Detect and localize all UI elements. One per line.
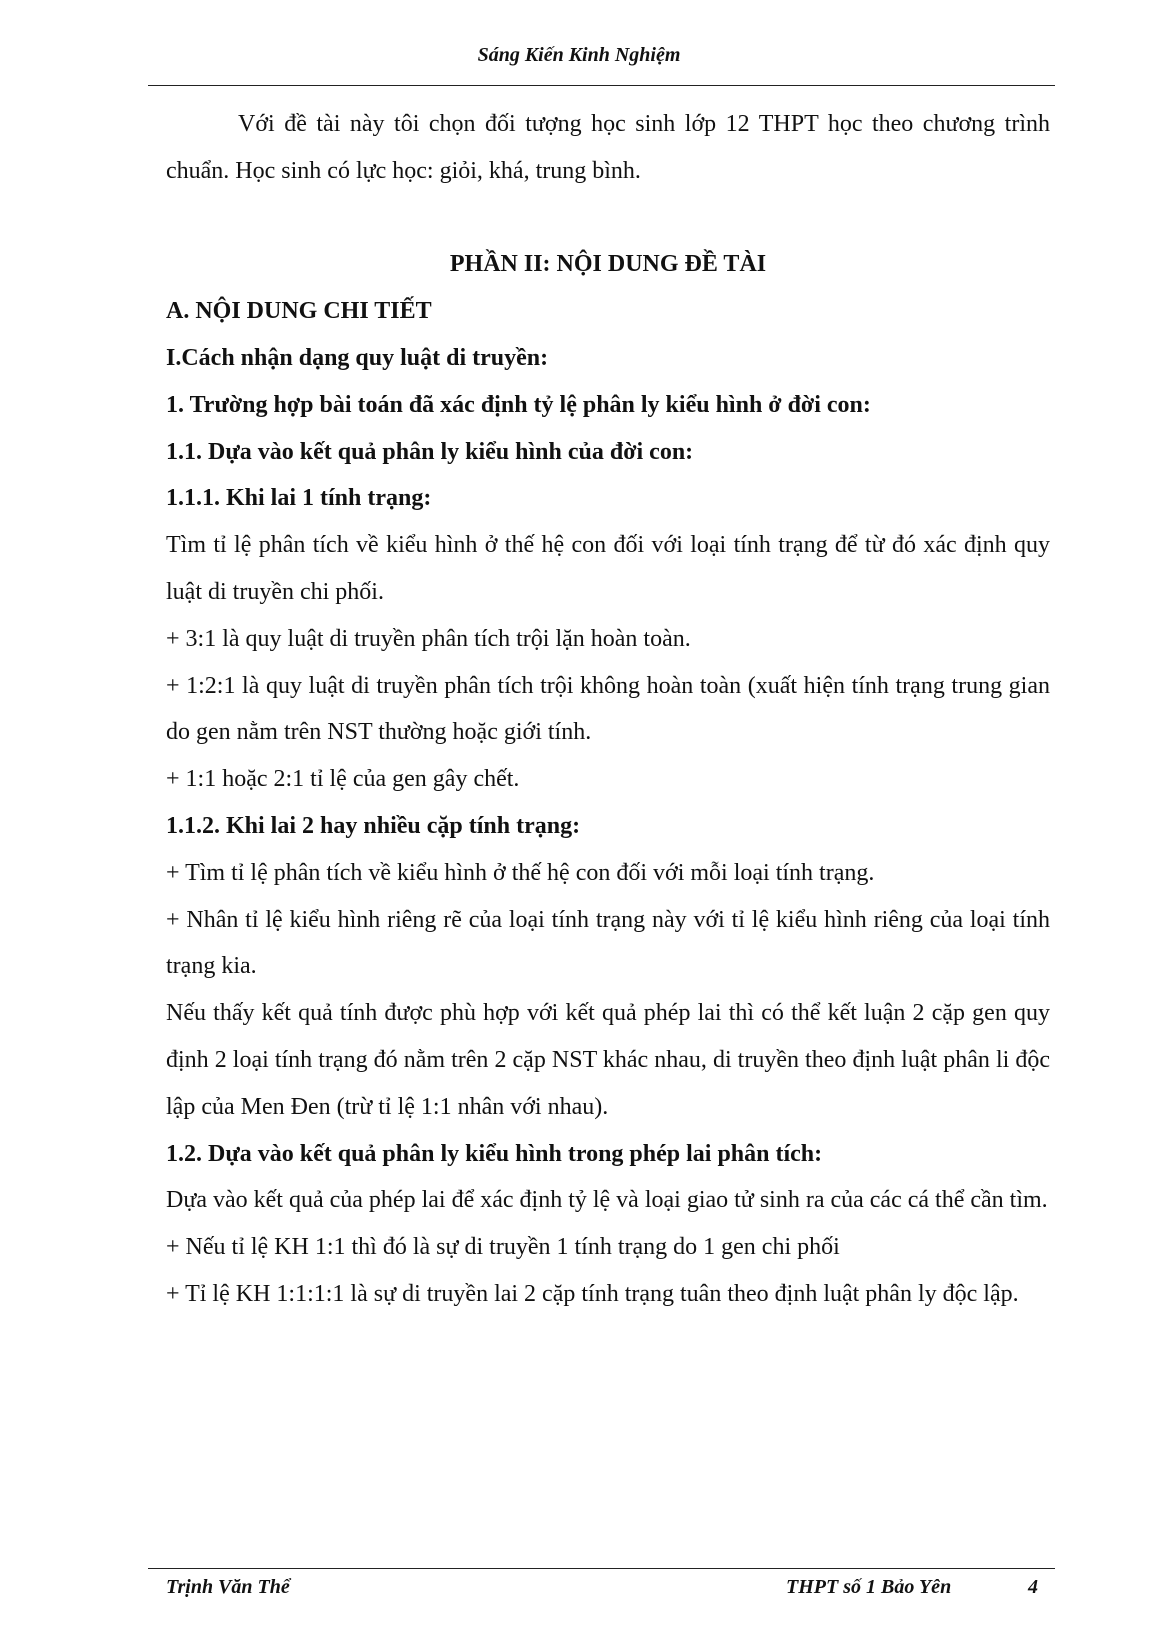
page-header-title: Sáng Kiến Kinh Nghiệm [477,44,681,66]
footer-divider [148,1568,1055,1569]
paragraph: + 3:1 là quy luật di truyền phân tích trội lặn hoàn toàn. [166,625,691,652]
footer-author: Trịnh Văn Thể [166,1576,290,1598]
paragraph: + Tỉ lệ KH 1:1:1:1 là sự di truyền lai 2 cặp tính trạng tuân theo định luật phân ly độc lập. [166,1280,1019,1307]
paragraph: + 1:1 hoặc 2:1 tỉ lệ của gen gây chết. [166,766,520,793]
header-divider [148,85,1055,86]
blank-line [166,195,1050,242]
paragraph: + Nhân tỉ lệ kiểu hình riêng rẽ của loại tính trạng này với tỉ lệ kiểu hình riêng của loại tính trạng kia. [166,906,1050,980]
paragraph: + 1:2:1 là quy luật di truyền phân tích trội không hoàn toàn (xuất hiện tính trạng trung gian do gen nằm trên NST thường hoặc giới tính. [166,672,1050,746]
heading-1-1-2: 1.1.2. Khi lai 2 hay nhiều cặp tính trạng: [166,812,581,839]
document-body [166,101,1050,1318]
page-number: 4 [1028,1576,1038,1598]
heading-1: 1. Trường hợp bài toán đã xác định tỷ lệ phân ly kiểu hình ở đời con: [166,391,871,418]
paragraph: + Nếu tỉ lệ KH 1:1 thì đó là sự di truyền 1 tính trạng do 1 gen chi phối [166,1234,840,1261]
section-i-heading: I.Cách nhận dạng quy luật di truyền: [166,344,549,371]
page-footer [166,1572,1050,1604]
footer-school: THPT số 1 Bảo Yên [786,1576,952,1598]
paragraph: Nếu thấy kết quả tính được phù hợp với kết quả phép lai thì có thể kết luận 2 cặp gen quy định 2 loại tính trạng đó nằm trên 2 cặp NST khác nhau, di truyền theo định luật phân li độc lập của Men Đen (trừ tỉ lệ 1:1 nhân với nhau). [166,1000,1050,1120]
heading-1-2: 1.2. Dựa vào kết quả phân ly kiểu hình trong phép lai phân tích: [166,1140,823,1167]
paragraph: Tìm tỉ lệ phân tích về kiểu hình ở thế hệ con đối với loại tính trạng để từ đó xác định quy luật di truyền chi phối. [166,532,1050,605]
paragraph: + Tìm tỉ lệ phân tích về kiểu hình ở thế hệ con đối với mỗi loại tính trạng. [166,859,875,886]
section-a-heading: A. NỘI DUNG CHI TIẾT [166,298,432,325]
part-title: PHẦN II: NỘI DUNG ĐỀ TÀI [449,251,767,278]
heading-1-1-1: 1.1.1. Khi lai 1 tính trạng: [166,485,432,512]
paragraph: Dựa vào kết quả của phép lai để xác định tỷ lệ và loại giao tử sinh ra của các cá thể cần tìm. [166,1187,1048,1214]
heading-1-1: 1.1. Dựa vào kết quả phân ly kiểu hình của đời con: [166,438,694,465]
intro-paragraph: Với đề tài này tôi chọn đối tượng học sinh lớp 12 THPT học theo chương trình chuẩn. Học sinh có lực học: giỏi, khá, trung bình. [166,111,1050,184]
